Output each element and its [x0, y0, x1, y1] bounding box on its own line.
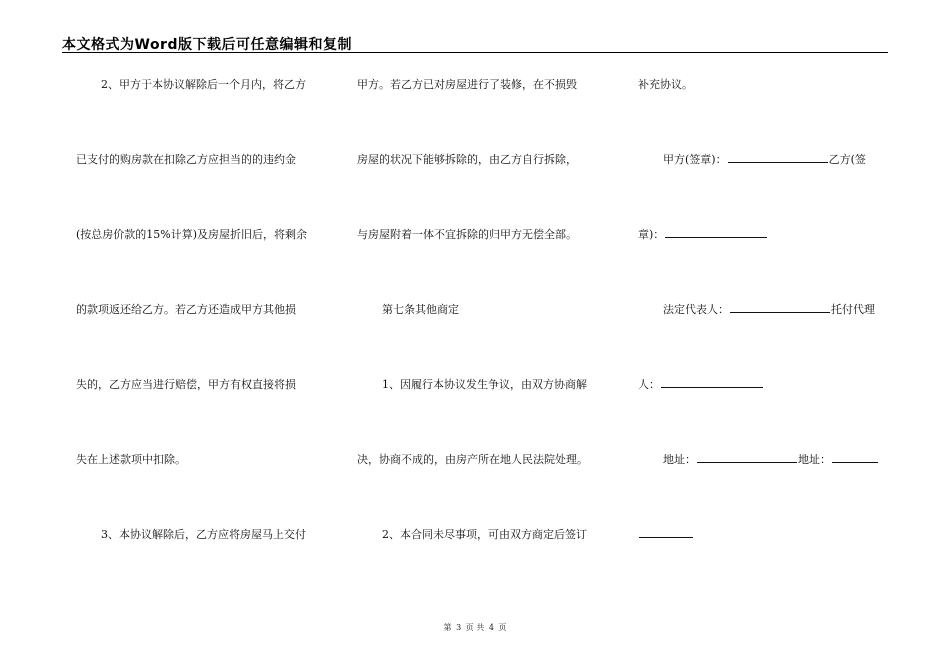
text-line: 决，协商不成的，由房产所在地人民法院处理。	[357, 453, 588, 466]
party-b-label: 乙方(签	[828, 153, 866, 166]
page-current: 3	[456, 623, 462, 632]
agent-line	[638, 375, 890, 450]
agent-label: 托付代理	[831, 303, 875, 316]
text-line: 补充协议。	[638, 78, 693, 91]
legal-rep-line	[638, 300, 890, 375]
text-line: 2、本合同未尽事项，可由双方商定后签订	[382, 528, 587, 541]
text-line: 与房屋附着一体不宜拆除的归甲方无偿全部。	[357, 228, 577, 241]
page-of: 页 共	[465, 623, 485, 632]
section-heading: 第七条其他商定	[382, 303, 459, 316]
text-line: 已支付的购房款在扣除乙方应担当的的违约金	[76, 153, 296, 166]
signature-line-party-a	[638, 150, 890, 225]
address-line	[638, 450, 890, 525]
text-line: 的款项返还给乙方。若乙方还造成甲方其他损	[76, 303, 296, 316]
address-b-blank	[832, 450, 878, 463]
column-right	[638, 75, 890, 600]
address-b-continued	[638, 525, 890, 600]
text-line: 3、本协议解除后，乙方应将房屋马上交付	[101, 528, 306, 541]
address-a-label: 地址：	[663, 453, 696, 466]
legal-rep-label: 法定代表人：	[663, 303, 729, 316]
page-number-footer	[0, 622, 950, 633]
agent-blank	[661, 375, 763, 388]
text-line: 失的，乙方应当进行赔偿，甲方有权直接将损	[76, 378, 296, 391]
text-line: 房屋的状况下能够拆除的，由乙方自行拆除，	[357, 153, 577, 166]
text-line: 甲方。若乙方已对房屋进行了装修，在不损毁	[357, 78, 577, 91]
page-suffix: 页	[498, 623, 507, 632]
text-line: (按总房价款的15%计算)及房屋折旧后，将剩余	[76, 228, 308, 241]
party-a-label: 甲方(签章)：	[663, 153, 727, 166]
party-b-signature-blank	[665, 225, 767, 238]
text-line: 失在上述款项中扣除。	[76, 453, 186, 466]
legal-rep-blank	[730, 300, 830, 313]
signature-line-party-b	[638, 225, 890, 300]
document-header-title: 本文格式为Word版下载后可任意编辑和复制	[62, 37, 352, 53]
page-prefix: 第	[443, 623, 452, 632]
agent-label-cont: 人：	[638, 378, 660, 391]
text-line: 2、甲方于本协议解除后一个月内，将乙方	[101, 78, 306, 91]
column-middle	[357, 75, 609, 600]
page-total: 4	[488, 623, 494, 632]
header-divider	[62, 52, 888, 53]
text-line: 1、因履行本协议发生争议，由双方协商解	[382, 378, 587, 391]
address-a-blank	[697, 450, 797, 463]
address-b-label: 地址：	[798, 453, 831, 466]
party-a-signature-blank	[728, 150, 828, 163]
party-b-label-cont: 章)：	[638, 228, 665, 241]
column-left	[76, 75, 328, 600]
address-b-blank-cont	[639, 525, 693, 538]
